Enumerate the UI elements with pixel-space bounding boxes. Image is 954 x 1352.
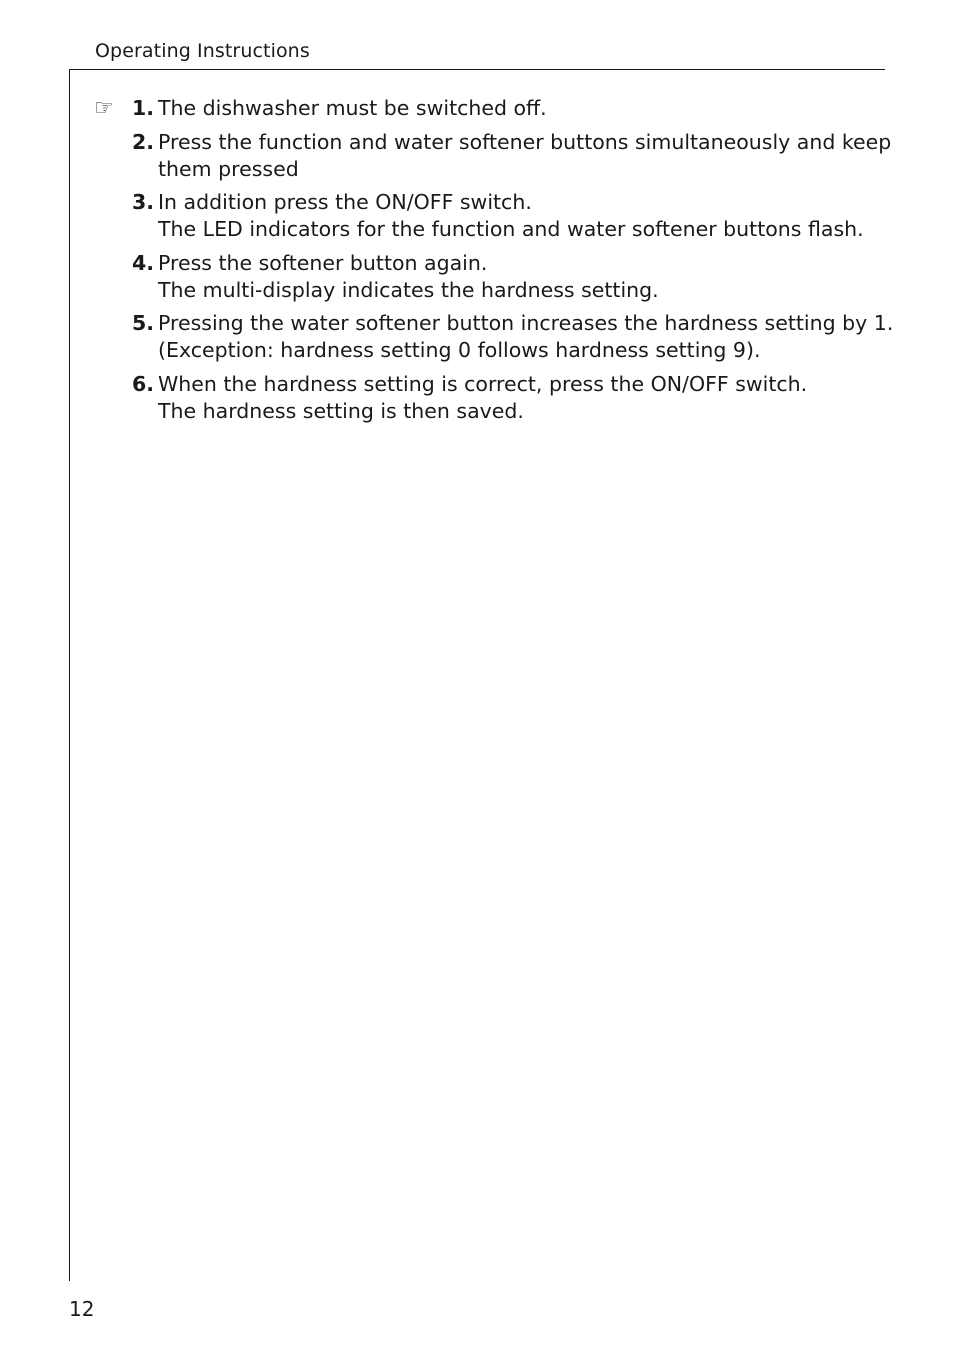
step-number: 5. <box>132 311 155 335</box>
step-1 <box>90 95 880 122</box>
step-number: 3. <box>132 190 155 214</box>
page-number: 12 <box>69 1297 95 1321</box>
step-text: (Exception: hardness setting 0 follows hardness setting 9). <box>158 338 761 362</box>
step-text: The dishwasher must be switched off. <box>158 96 547 120</box>
step-4 <box>90 250 880 304</box>
instruction-steps <box>90 95 894 431</box>
step-text: In addition press the ON/OFF switch. <box>158 190 532 214</box>
step-6 <box>90 371 880 425</box>
step-3 <box>90 189 880 243</box>
step-text: Press the function and water softener buttons simultaneously and keep <box>158 129 892 154</box>
step-number: 2. <box>132 129 155 154</box>
step-5 <box>90 310 894 364</box>
pointing-hand-icon: ☞ <box>94 96 114 121</box>
step-text: Press the softener button again. <box>158 250 488 275</box>
header-title: Operating Instructions <box>95 40 310 62</box>
step-result: The LED indicators for the function and water softener buttons flash. <box>158 217 864 241</box>
step-text: When the hardness setting is correct, press the ON/OFF switch. <box>158 371 808 396</box>
step-number: 6. <box>132 371 155 396</box>
step-result: The multi-display indicates the hardness setting. <box>158 277 659 302</box>
header-rule <box>69 69 885 70</box>
step-result: The hardness setting is then saved. <box>158 398 524 423</box>
margin-rule <box>69 69 70 1281</box>
step-number: 4. <box>132 250 155 275</box>
step-2 <box>90 129 892 183</box>
step-text: them pressed <box>158 156 299 181</box>
step-number: 1. <box>132 96 155 120</box>
step-text: Pressing the water softener button increases the hardness setting by 1. <box>158 311 894 335</box>
